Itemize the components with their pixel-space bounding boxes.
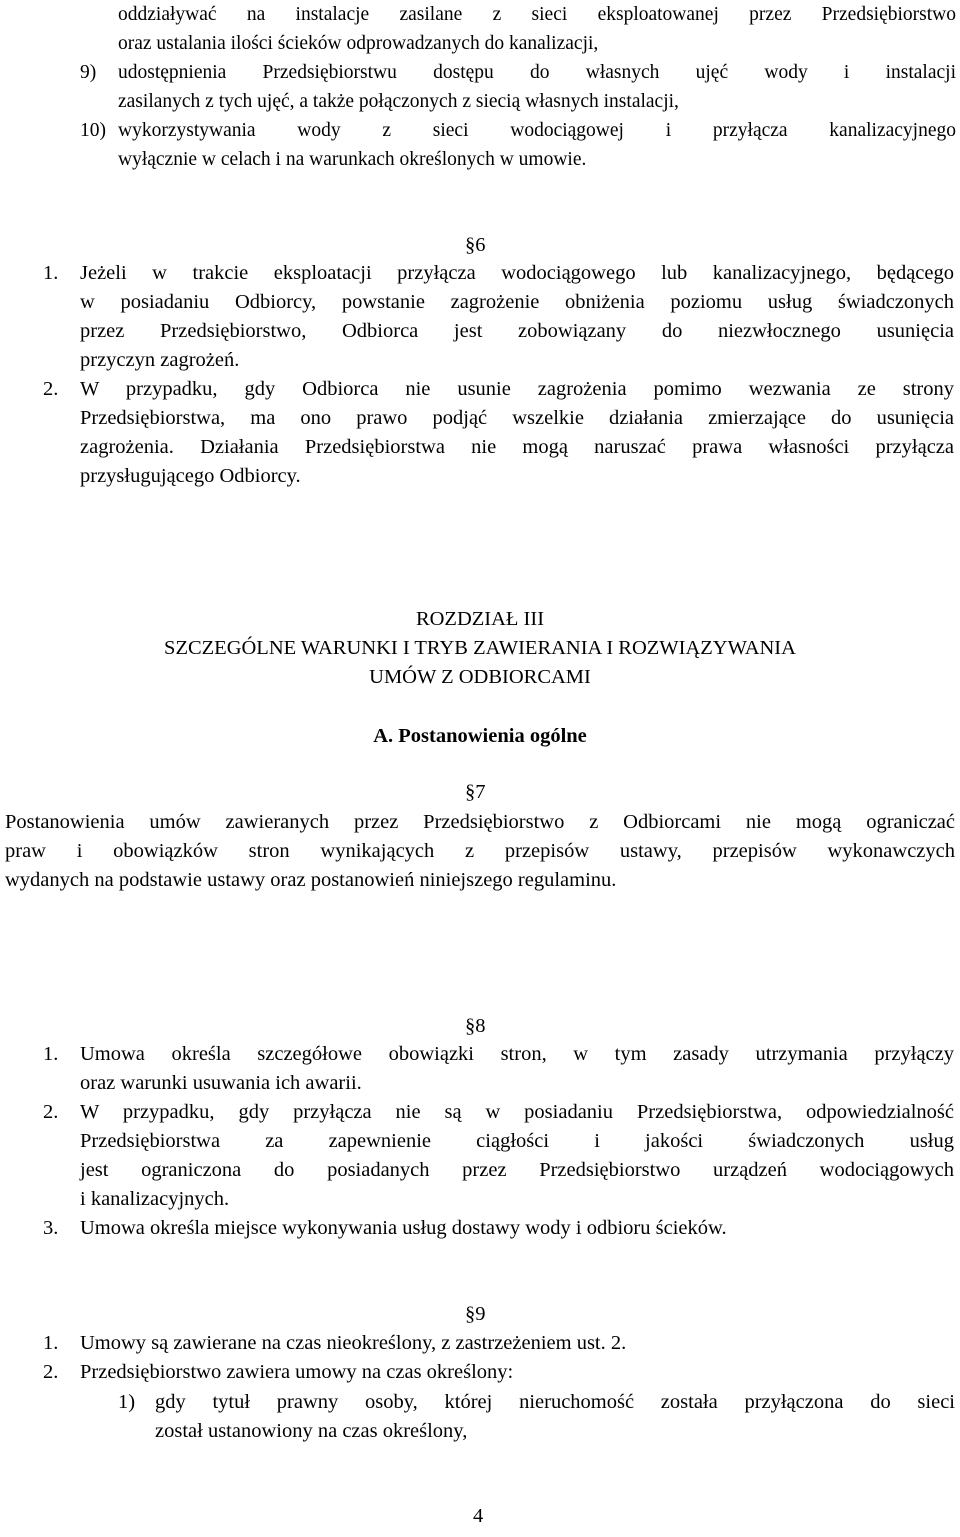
s9-paragraph-2-number: 2. (43, 1361, 59, 1383)
s6-p2-line-2: Przedsiębiorstwa, ma ono prawo podjąć wszelkie działania zmierzające do usunięcia (80, 407, 954, 429)
s8-p2-line-2: Przedsiębiorstwa za zapewnienie ciągłości i jakości świadczonych usług (80, 1130, 954, 1152)
item-9-line-1: udostępnienia Przedsiębiorstwu dostępu do własnych ujęć wody i instalacji (118, 62, 956, 83)
s7-line-1: Postanowienia umów zawieranych przez Przedsiębiorstwo z Odbiorcami nie mogą ograniczać (5, 811, 955, 833)
section-9-label: §9 (465, 1303, 486, 1325)
s8-p1-line-1: Umowa określa szczegółowe obowiązki stron, w tym zasady utrzymania przyłączy (80, 1043, 954, 1065)
s9-sub1-line-1: gdy tytuł prawny osoby, której nieruchomość została przyłączona do sieci (155, 1391, 955, 1413)
item-10-line-2: wyłącznie w celach i na warunkach określonych w umowie. (118, 149, 587, 170)
s6-p1-line-1: Jeżeli w trakcie eksploatacji przyłącza wodociągowego lub kanalizacyjnego, będącego (80, 262, 954, 284)
chapter-title: ROZDZIAŁ III (415, 608, 545, 630)
section-sign-icon: § (465, 234, 476, 256)
s8-p2-line-3: jest ograniczona do posiadanych przez Przedsiębiorstwo urządzeń wodociągowych (80, 1159, 954, 1181)
section-a-heading: A. Postanowienia ogólne (373, 725, 587, 747)
s8-paragraph-1-number: 1. (43, 1043, 59, 1065)
chapter-subtitle-line-1: SZCZEGÓLNE WARUNKI I TRYB ZAWIERANIA I ROZWIĄZYWANIA (164, 637, 796, 659)
s9-subitem-1-number: 1) (118, 1391, 136, 1413)
continued-item-line-2: oraz ustalania ilości ścieków odprowadzanych do kanalizacji, (118, 33, 599, 54)
section-sign-icon: § (465, 1303, 476, 1325)
section-8-label: §8 (465, 1015, 486, 1037)
item-9-line-2: zasilanych z tych ujęć, a także połączonych z siecią własnych instalacji, (118, 91, 679, 112)
s8-paragraph-3-number: 3. (43, 1217, 59, 1239)
s8-p2-line-4: i kanalizacyjnych. (80, 1188, 230, 1210)
section-sign-icon: § (465, 1015, 476, 1037)
s7-line-3: wydanych na podstawie ustawy oraz postanowień niniejszego regulaminu. (5, 869, 617, 891)
item-number-10: 10) (80, 120, 106, 141)
s6-p2-line-4: przysługującego Odbiorcy. (80, 465, 301, 487)
s7-line-2: praw i obowiązków stron wynikających z przepisów ustawy, przepisów wykonawczych (5, 840, 955, 862)
s9-paragraph-1-number: 1. (43, 1332, 59, 1354)
s9-p1-line-1: Umowy są zawierane na czas nieokreślony, z zastrzeżeniem ust. 2. (80, 1332, 627, 1354)
s9-p2-line-1: Przedsiębiorstwo zawiera umowy na czas określony: (80, 1361, 514, 1383)
item-10-line-1: wykorzystywania wody z sieci wodociągowej i przyłącza kanalizacyjnego (118, 120, 956, 141)
s6-p1-line-4: przyczyn zagrożeń. (80, 349, 240, 371)
page-number: 4 (473, 1505, 484, 1527)
s8-paragraph-2-number: 2. (43, 1101, 59, 1123)
section-sign-icon: § (465, 781, 476, 803)
continued-item-line-1: oddziaływać na instalacje zasilane z sieci eksploatowanej przez Przedsiębiorstwo (118, 4, 956, 25)
s6-paragraph-2-number: 2. (43, 378, 59, 400)
chapter-subtitle-line-2: UMÓW Z ODBIORCAMI (369, 666, 591, 688)
s6-p1-line-3: przez Przedsiębiorstwo, Odbiorca jest zobowiązany do niezwłocznego usunięcia (80, 320, 954, 342)
s6-paragraph-1-number: 1. (43, 262, 59, 284)
item-number-9: 9) (80, 62, 97, 83)
s8-p1-line-2: oraz warunki usuwania ich awarii. (80, 1072, 362, 1094)
section-7-label: §7 (465, 781, 486, 803)
s8-p2-line-1: W przypadku, gdy przyłącza nie są w posiadaniu Przedsiębiorstwa, odpowiedzialność (80, 1101, 954, 1123)
s6-p2-line-3: zagrożenia. Działania Przedsiębiorstwa nie mogą naruszać prawa własności przyłącza (80, 436, 954, 458)
section-6-label: §6 (465, 234, 486, 256)
s8-p3-line-1: Umowa określa miejsce wykonywania usług dostawy wody i odbioru ścieków. (80, 1217, 727, 1239)
s6-p1-line-2: w posiadaniu Odbiorcy, powstanie zagrożenie obniżenia poziomu usług świadczonych (80, 291, 954, 313)
s9-sub1-line-2: został ustanowiony na czas określony, (155, 1420, 468, 1442)
s6-p2-line-1: W przypadku, gdy Odbiorca nie usunie zagrożenia pomimo wezwania ze strony (80, 378, 954, 400)
